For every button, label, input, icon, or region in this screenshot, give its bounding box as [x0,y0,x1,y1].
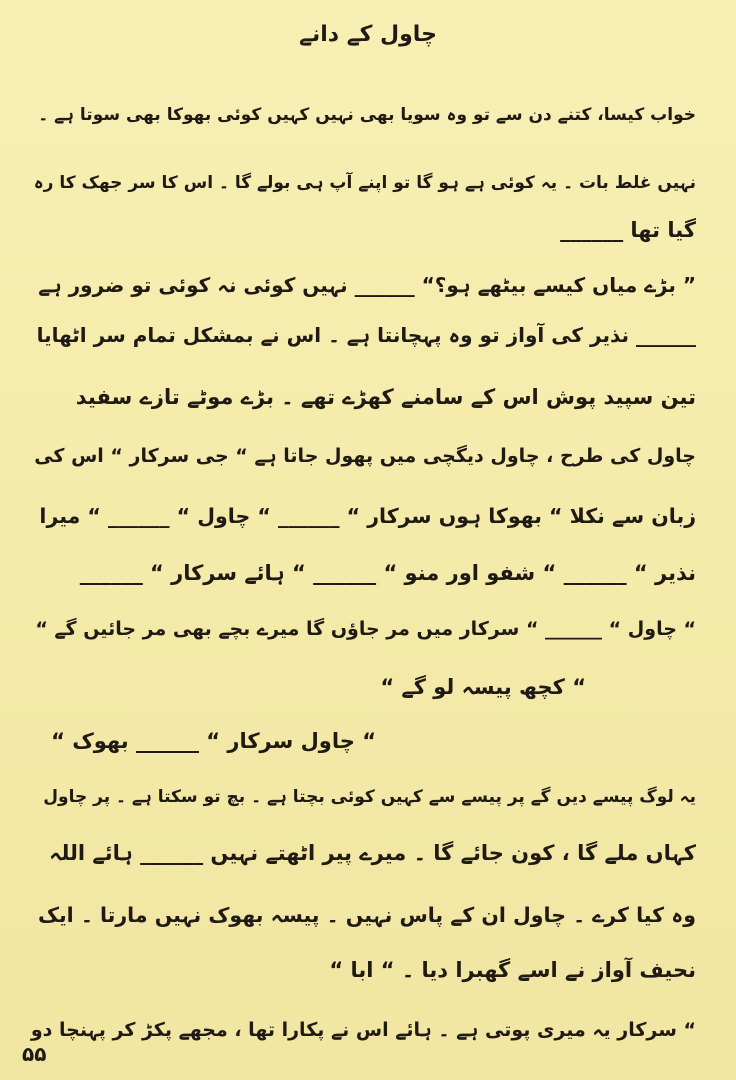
text-line-9: نذیر “ ______ “ شفو اور منو “ ______ “ ہائے سرکار “ ______ [79,561,696,585]
text-line-4: ” بڑے میاں کیسے بیٹھے ہو؟“ ______ نہیں کوئی نہ کوئی تو ضرور ہے [38,273,696,297]
text-line-7: چاول کی طرح ، چاول دیگچی میں پھول جاتا ہے “ جی سرکار “ اس کی [34,445,696,467]
text-line-12: “ چاول سرکار “ ______ بھوک “ [51,729,376,753]
page-number: ۵۵ [22,1042,47,1066]
text-line-6: تین سپید پوش اس کے سامنے کھڑے تھے ۔ بڑے موٹے تازے سفید [75,385,696,409]
text-line-2: نہیں غلط بات ۔ یہ کوئی ہے ہو گا تو اپنے آپ ہی بولے گا ۔ اس کا سر جھک کا رہ [33,173,696,193]
page-title: چاول کے دانے [299,22,437,47]
text-line-1: خواب کیسا، کتنے دن سے تو وہ سویا بھی نہیں کہیں کوئی بھوکا بھی سوتا ہے ۔ [38,105,696,125]
text-line-11: “ کچھ پیسہ لو گے “ [380,675,586,699]
text-line-13: یہ لوگ پیسے دیں گے پر پیسے سے کہیں کوئی بچتا ہے ۔ بچ تو سکتا ہے ۔ پر چاول [43,787,696,807]
text-line-3: گیا تھا ______ [560,218,696,242]
text-line-16: نحیف آواز نے اسے گھبرا دیا ۔ “ ابا “ [329,958,696,982]
text-line-8: زبان سے نکلا “ بھوکا ہوں سرکار “ ______ “ چاول “ ______ “ میرا [39,504,696,528]
text-line-14: کہاں ملے گا ، کون جائے گا ۔ میرے پیر اٹھتے نہیں ______ ہائے اللہ [49,841,696,865]
text-line-10: “ چاول “ ______ “ سرکار میں مر جاؤں گا میرے بچے بھی مر جائیں گے “ [35,618,696,640]
text-line-15: وہ کیا کرے ۔ چاول ان کے پاس نہیں ۔ پیسہ بھوک نہیں مارتا ۔ ایک [37,903,696,927]
text-line-17: “ سرکار یہ میری پوتی ہے ۔ ہائے اس نے پکارا تھا ، مجھے پکڑ کر پہنچا دو [30,1019,696,1041]
text-line-5: ______ نذیر کی آواز تو وہ پہچانتا ہے ۔ اس نے بمشکل تمام سر اٹھایا [36,323,696,347]
